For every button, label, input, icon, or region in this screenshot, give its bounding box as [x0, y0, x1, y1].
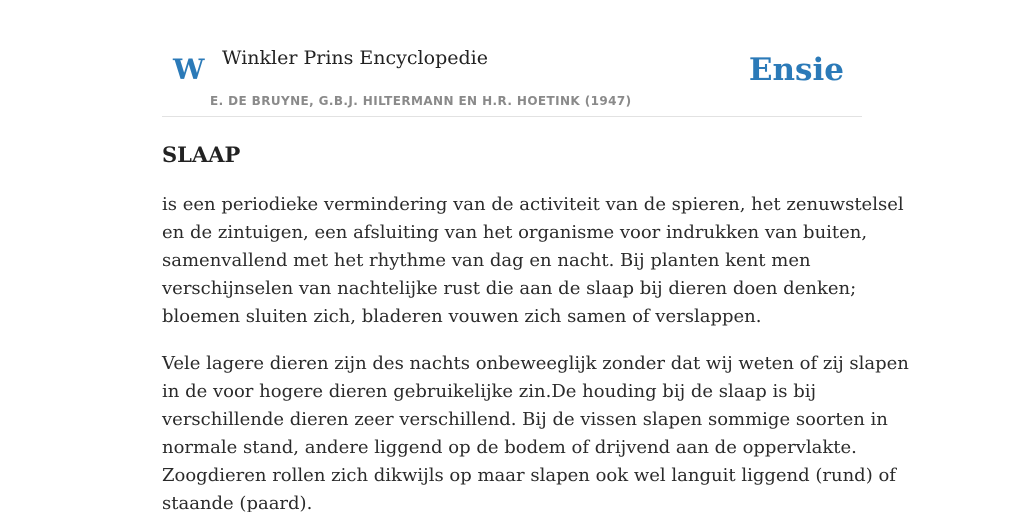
publication-title[interactable]: Winkler Prins Encyclopedie: [222, 47, 488, 69]
header: [162, 0, 862, 117]
ensie-logo[interactable]: Ensie: [748, 52, 844, 88]
paragraph-line: staande (paard).: [162, 493, 313, 512]
article-paragraph: [162, 350, 909, 512]
paragraph-line: verschijnselen van nachtelijke rust die aan de slaap bij dieren doen denken;: [162, 278, 857, 299]
article-title: SLAAP: [162, 142, 241, 167]
paragraph-line: in de voor hogere dieren gebruikelijke zin.De houding bij de slaap is bij: [162, 381, 817, 402]
paragraph-line: is een periodieke vermindering van de activiteit van de spieren, het zenuwstelsel: [162, 194, 904, 215]
paragraph-line: verschillende dieren zeer verschillend. Bij de vissen slapen sommige soorten in: [162, 409, 888, 430]
article-paragraph: [162, 191, 904, 331]
authors-byline: E. DE BRUYNE, G.B.J. HILTERMANN EN H.R. HOETINK (1947): [210, 94, 632, 108]
paragraph-line: normale stand, andere liggend op de bodem of drijvend aan de oppervlakte.: [162, 437, 857, 458]
article: [162, 139, 909, 512]
winkler-prins-logo[interactable]: W: [173, 53, 205, 86]
paragraph-line: en de zintuigen, een afsluiting van het organisme voor indrukken van buiten,: [162, 222, 868, 243]
paragraph-line: samenvallend met het rhythme van dag en nacht. Bij planten kent men: [162, 250, 811, 271]
paragraph-line: bloemen sluiten zich, bladeren vouwen zich samen of verslappen.: [162, 306, 762, 327]
paragraph-line: Vele lagere dieren zijn des nachts onbeweeglijk zonder dat wij weten of zij slapen: [162, 353, 909, 374]
paragraph-line: Zoogdieren rollen zich dikwijls op maar slapen ook wel languit liggend (rund) of: [162, 465, 896, 486]
